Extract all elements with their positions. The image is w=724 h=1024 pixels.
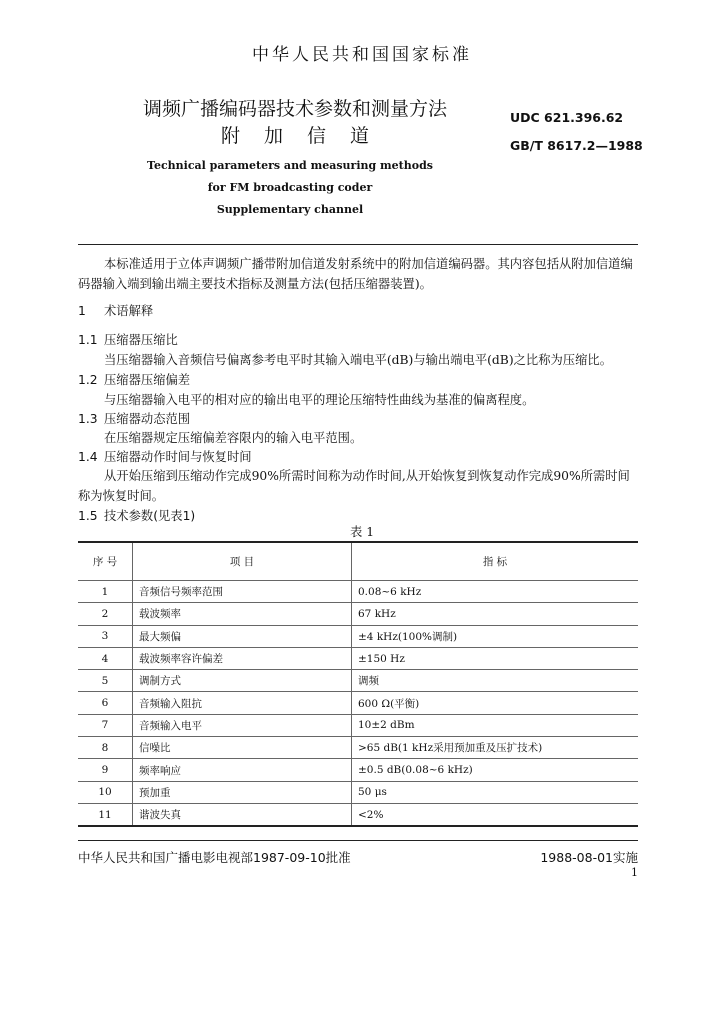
row-index: 6	[78, 692, 133, 714]
section-number: 1.3	[78, 412, 98, 426]
section-number: 1	[78, 304, 86, 318]
table-row	[78, 781, 638, 803]
row-spec: ±0.5 dB(0.08~6 kHz)	[352, 759, 639, 781]
row-index: 10	[78, 781, 133, 803]
row-index: 7	[78, 714, 133, 736]
gb-code: GB/T 8617.2—1988	[510, 138, 643, 153]
chinese-title	[110, 96, 480, 150]
english-title-line2: for FM broadcasting coder	[207, 181, 373, 194]
row-item: 音频信号频率范围	[133, 581, 352, 603]
row-spec: ±4 kHz(100%调制)	[352, 625, 639, 647]
table-row	[78, 625, 638, 647]
chinese-title-line1: 调频广播编码器技术参数和测量方法	[142, 98, 447, 120]
header-item: 项 目	[133, 542, 352, 581]
section-title: 术语解释	[104, 304, 154, 318]
table-row	[78, 692, 638, 714]
udc-code: UDC 621.396.62	[510, 110, 624, 125]
table-row	[78, 714, 638, 736]
header-index: 序 号	[78, 542, 133, 581]
table-row	[78, 647, 638, 669]
approval-statement: 中华人民共和国广播电影电视部1987-09-10批准	[78, 850, 351, 865]
english-title-line1: Technical parameters and measuring methods	[147, 159, 433, 172]
row-spec: ±150 Hz	[352, 647, 639, 669]
row-spec: 600 Ω(平衡)	[352, 692, 639, 714]
section-1-2-text: 与压缩器输入电平的相对应的输出电平的理论压缩特性曲线为基准的偏离程度。	[104, 393, 535, 407]
section-title: 压缩器压缩偏差	[104, 373, 191, 387]
row-spec: 0.08~6 kHz	[352, 581, 639, 603]
row-item: 频率响应	[133, 759, 352, 781]
english-title-line3: Supplementary channel	[216, 203, 364, 216]
table-caption: 表 1	[349, 525, 375, 539]
page-number: 1	[631, 866, 638, 879]
top-divider	[78, 244, 638, 245]
table-row	[78, 603, 638, 625]
section-1-heading	[78, 301, 153, 321]
section-title: 压缩器动态范围	[104, 412, 191, 426]
english-title	[90, 155, 490, 221]
row-index: 3	[78, 625, 133, 647]
row-item: 调制方式	[133, 670, 352, 692]
row-spec: 67 kHz	[352, 603, 639, 625]
row-spec: 50 μs	[352, 781, 639, 803]
chinese-title-line2: 附加信道	[220, 125, 393, 147]
row-item: 载波频率容许偏差	[133, 647, 352, 669]
section-1-3-heading	[78, 409, 190, 429]
row-item: 载波频率	[133, 603, 352, 625]
section-1-1-heading	[78, 330, 178, 350]
row-item: 音频输入电平	[133, 714, 352, 736]
table-row	[78, 670, 638, 692]
table-row	[78, 581, 638, 603]
section-number: 1.1	[78, 333, 98, 347]
standard-codes	[510, 104, 643, 160]
section-title: 压缩器动作时间与恢复时间	[104, 450, 252, 464]
section-title: 压缩器压缩比	[104, 333, 178, 347]
row-item: 音频输入阻抗	[133, 692, 352, 714]
section-number: 1.4	[78, 450, 98, 464]
table-header-row	[78, 542, 638, 581]
bottom-divider	[78, 840, 638, 841]
row-index: 11	[78, 803, 133, 826]
technical-parameters-table	[78, 541, 638, 827]
intro-paragraph: 本标准适用于立体声调频广播带附加信道发射系统中的附加信道编码器。其内容包括从附加信道编码器输入端到输出端主要技术指标及测量方法(包括压缩器装置)。	[78, 257, 633, 291]
effective-date: 1988-08-01实施	[540, 850, 638, 865]
row-index: 8	[78, 737, 133, 759]
section-title: 技术参数(见表1)	[104, 509, 196, 523]
section-number: 1.5	[78, 509, 98, 523]
section-1-4-heading	[78, 447, 252, 467]
row-spec: <2%	[352, 803, 639, 826]
section-1-2-heading	[78, 370, 190, 390]
row-index: 5	[78, 670, 133, 692]
row-item: 最大频偏	[133, 625, 352, 647]
row-index: 2	[78, 603, 133, 625]
section-1-4-text: 从开始压缩到压缩动作完成90%所需时间称为动作时间,从开始恢复到恢复动作完成90%所需时间称为恢复时间。	[78, 469, 630, 503]
row-spec: 10±2 dBm	[352, 714, 639, 736]
table-row	[78, 759, 638, 781]
row-item: 谐波失真	[133, 803, 352, 826]
row-index: 4	[78, 647, 133, 669]
section-1-3-text: 在压缩器规定压缩偏差容限内的输入电平范围。	[104, 431, 363, 445]
table-row	[78, 737, 638, 759]
section-number: 1.2	[78, 373, 98, 387]
row-spec: >65 dB(1 kHz采用预加重及压扩技术)	[352, 737, 639, 759]
row-spec: 调频	[352, 670, 639, 692]
row-item: 信噪比	[133, 737, 352, 759]
header-spec: 指 标	[352, 542, 639, 581]
row-index: 1	[78, 581, 133, 603]
row-index: 9	[78, 759, 133, 781]
table-row	[78, 803, 638, 826]
section-1-1-text: 当压缩器输入音频信号偏离参考电平时其输入端电平(dB)与输出端电平(dB)之比称为压缩比。	[104, 353, 612, 367]
row-item: 预加重	[133, 781, 352, 803]
national-standard-header: 中华人民共和国国家标准	[252, 45, 472, 65]
